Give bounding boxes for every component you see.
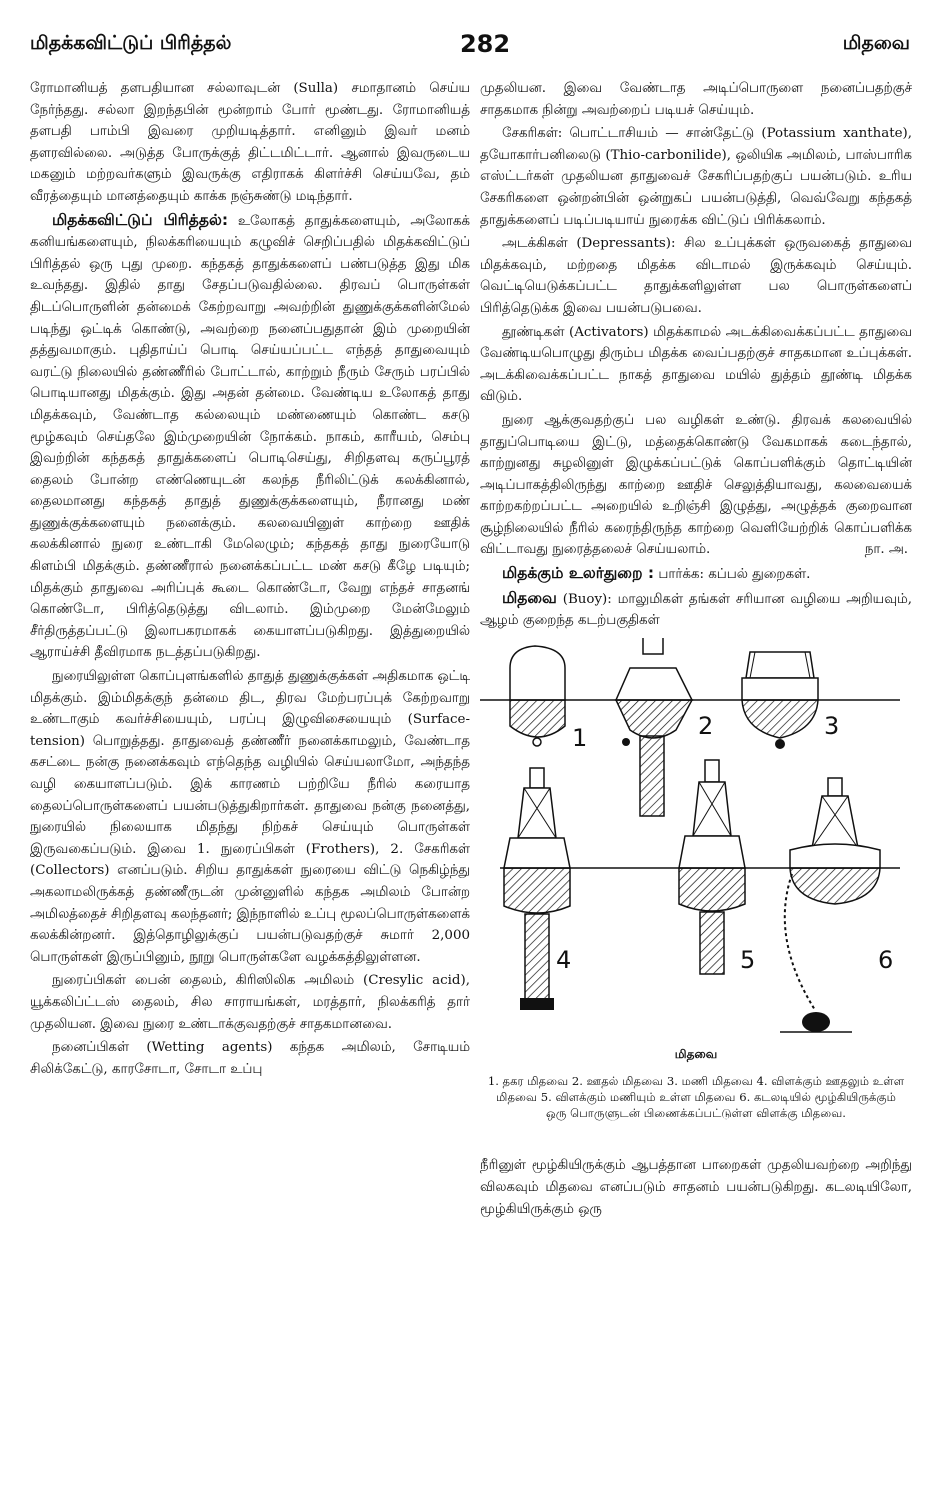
figure-title: மிதவை xyxy=(674,1046,718,1061)
figure-label-3: 3 xyxy=(824,711,840,740)
paragraph-froth: நுரையிலுள்ள கொப்புளங்களில் தாதுத் துணுக்குக்கள் அதிகமாக ஒட்டி மிதக்கும். இம்மிதக்குந் தன்மை திட, திரவ மேற்பரப்புக் கேற்றவாறு உண்டாகும் கவர்ச்சியையும், பரப்பு இழுவிசையையும் (Surface-tension) பொறுத்தது. தாதுவைத் தண்ணீர் நனைக்காமலும், வேண்டாத கசட்டை நன்கு நனைக்கவும் எந்தெந்த வழியில் செய்யலாமோ, அந்தந்த வழி கையாளப்படும். இக் காரணம் பற்றியே நீரில் கரையாத தைலப்பொருள்களைப் பயன்படுத்துகிறார்கள். தாதுவை நன்கு நனைத்து, நுரையில் நிலையாக மிதந்து நிற்கச் செய்யும் பொருள்கள் இருவகைப்படும். இவை 1. நுரைப்பிகள் (Frothers), 2. சேகரிகள் (Collectors) எனப்படும். சிறிய தாதுக்கள் நுரையை விட்டு நெகிழ்ந்து அகலாமலிருக்கத் தண்ணீருடன் முன்னுளில் கந்தக அமிலம் போன்ற அமிலத்தைச் சிறிதளவு கலந்தனர்; இந்நாளில் உப்பு மூலப்பொருள்களைக் கலக்கின்றனர். இத்தொழிலுக்குப் பயன்படுவதற்குச் சுமார் 2,000 பொருள்கள் இருப்பினும், நூறு பொருள்களே வழக்கத்திலுள்ளன. xyxy=(30,669,470,965)
right-column xyxy=(480,78,912,1468)
author-signature: நா. அ. xyxy=(864,542,908,558)
entry-english-buoy: (Buoy) xyxy=(556,591,608,607)
bell-buoy-drawing xyxy=(742,652,818,749)
running-head-right: மிதவை xyxy=(842,32,910,54)
can-buoy-drawing xyxy=(510,646,565,746)
figure-label-5: 5 xyxy=(740,945,756,974)
running-head-left: மிதக்கவிட்டுப் பிரித்தல் xyxy=(30,32,232,54)
entry-floating-dock xyxy=(480,563,912,586)
paragraph-collectors: சேகரிகள்: பொட்டாசியம் — சான்தேட்டு (Potassium xanthate), தயோகார்பனிலைடு (Thio-carbonilide), ஒலியிக அமிலம், பாஸ்பாரிக எஸ்ட்டர்கள் முதலியன தாதுவைச் சேகரிப்பதற்குப் பயன்படும். உரிய சேகரிகளை ஒன்றன்பின் ஒன்றுகப் பயன்படுத்தி, வெவ்வேறு கந்தகத் தாதுக்களைப் படிப்படியாய் நுரைக்க விட்டுப் பிரிக்கலாம். xyxy=(480,126,912,228)
page-header xyxy=(30,30,910,70)
paragraph-continuation: முதலியன. இவை வேண்டாத அடிப்பொருளை நனைப்பதற்குச் சாதகமாக நின்று அவற்றைப் படியச் செய்யும். xyxy=(480,81,912,118)
entry-flotation xyxy=(30,210,470,664)
entry-text-floating-dock: பார்க்க: கப்பல் துறைகள். xyxy=(654,567,811,583)
paragraph-wetting-agents: நனைப்பிகள் (Wetting agents) கந்தக அமிலம், சோடியம் சிலிக்கேட்டு, காரசோடா, சோடா உப்பு xyxy=(30,1040,470,1077)
entry-heading-flotation: மிதக்கவிட்டுப் பிரித்தல்: xyxy=(52,210,229,229)
paragraph-froth-methods xyxy=(480,410,912,561)
froth-methods-text: நுரை ஆக்குவதற்குப் பல வழிகள் உண்டு. திரவக் கலவையில் தாதுப்பொடியை இட்டு, மத்தைக்கொண்டு வேகமாகக் கடைந்தால், காற்றுனது சுழலினுள் இழுக்கப்பட்டுக் கொப்பளிக்கும் தொட்டியின் அடிப்பாகத்திலிருந்து காற்றை ஊதிச் செலுத்தியாவது, கலவையைக் காற்றகற்றப்பட்ட அறையில் உறிஞ்சி இழுத்து, அழுத்தக் குறைவான சூழ்நிலையில் நீரில் கரைந்திருந்த காற்றை வெளியேற்றிக் கொப்பளிக்க விட்டாவது நுரைத்தலைச் செய்யலாம். xyxy=(480,412,912,558)
light-bell-buoy-drawing xyxy=(679,760,745,974)
left-column xyxy=(30,78,470,1468)
buoy-figure xyxy=(480,638,912,1038)
figure-label-2: 2 xyxy=(698,711,714,740)
page-number: 282 xyxy=(459,30,511,58)
figure-label-6: 6 xyxy=(878,945,894,974)
paragraph-frothers: நுரைப்பிகள் பைன் தைலம், கிரிஸிலிக அமிலம் (Cresylic acid), யூக்கலிப்ட்டஸ் தைலம், சில சாராயங்கள், மரத்தார், நிலக்கரித் தார் முதலியன. இவை நுரை உண்டாக்குவதற்குச் சாதகமானவை. xyxy=(30,973,470,1032)
paragraph-depressants: அடக்கிகள் (Depressants): சில உப்புக்கள் ஒருவகைத் தாதுவை மிதக்கவும், மற்றதை மிதக்க விடாமல் இருக்கவும் செய்யும். வெட்டியெடுக்கப்பட்ட தாதுக்களிலுள்ள பல பொருள்களைப் பிரித்தெடுக்க இவை பயன்படுபவை. xyxy=(480,236,912,316)
entry-text-flotation: உலோகத் தாதுக்களையும், அலோகக் கனியங்களையும், நிலக்கரியையும் கழுவிச் செறிப்பதில் மிதக்கவிட்டுப் பிரித்தல் ஒரு புது முறை. கந்தகத் தாதுக்களைப் பண்படுத்த இது மிக உவந்தது. இதில் தாது சேதப்படுவதில்லை. திரவப் பொருள்கள் திடப்பொருளின் தன்மைக் கேற்றவாறு அவற்றின் துணுக்குக்களின்மேல் படிந்து ஒட்டிக் கொண்டு, அவற்றை நனைப்பதுதான் இம் முறையின் தத்துவமாகும். புதிதாய்ப் பொடி செய்யப்பட்ட எந்தத் தாதுவையும் வரட்டு நிலையில் தண்ணீரில் போட்டால், காற்றும் நீரும் சேரும் பரப்பில் பொடியானது மிதக்கும். இது அதன் தன்மை. வேண்டிய உலோகத் தாது மிதக்கவும், வேண்டாத கல்லையும் மண்ணையும் கொண்ட கசடு மூழ்கவும் செய்தலே இம்முறையின் நோக்கம். நாகம், காரீயம், செம்பு இவற்றின் கந்தகத் தாதுக்களைப் பொடிசெய்து, சிறிதளவு கருப்பூரத் தைலம் போன்ற எண்ணெயுடன் கலந்த நீரிலிட்டுக் கலக்கினால், தைலமானது கந்தகத் தாதுத் துணுக்குக்களையும், நீரானது மண் துணுக்குக்களையும் நனைக்கும். கலவையினுள் காற்றை ஊதிக் கலக்கினால் நுரை உண்டாகி மேலெழும்; கந்தகத் தாது நுரையோடு கிளம்பி மிதக்கும். தண்ணீரால் நனைக்கப்பட்ட மண் கசடு கீழே படியும்; மிதக்கும் தாதுவை அரிப்புக் கூடை கொண்டோ, வேறு எந்தச் சாதனங் கொண்டோ, பிரித்தெடுத்து விடலாம். இம்முறை மேன்மேலும் சீர்திருத்தப்பட்டு இலாபகரமாகக் கையாளப்படுகிறது. இத்துறையில் ஆராய்ச்சி தீவிரமாக நடத்தப்படுகிறது. xyxy=(30,213,470,661)
paragraph-buoy-continued: நீரினுள் மூழ்கியிருக்கும் ஆபத்தான பாறைகள் முதலியவற்றை அறிந்து விலகவும் மிதவை எனப்படும் சாதனம் பயன்படுகிறது. கடலடியிலோ, மூழ்கியிருக்கும் ஒரு xyxy=(480,1158,912,1217)
entry-text-buoy: : மாலுமிகள் தங்கள் சரியான வழியை அறியவும், ஆழம் குறைந்த கடற்பகுதிகள் xyxy=(480,591,912,629)
entry-buoy xyxy=(480,588,912,632)
entry-heading-floating-dock: மிதக்கும் உலர்துறை : xyxy=(502,564,655,583)
paragraph-activators: தூண்டிகள் (Activators) மிதக்காமல் அடக்கிவைக்கப்பட்ட தாதுவை வேண்டியபொழுது திரும்ப மிதக்க வைப்பதற்குச் சாதகமான உப்புக்கள். அடக்கிவைக்கப்பட்ட நாகத் தாதுவை மயில் துத்தம் தூண்டி மிதக்க விடும். xyxy=(480,324,912,405)
whistle-buoy-drawing xyxy=(616,638,692,816)
buoy-illustration xyxy=(480,638,912,1038)
figure-label-4: 4 xyxy=(556,945,572,974)
figure-caption: 1. தகர மிதவை 2. ஊதல் மிதவை 3. மணி மிதவை 4. விளக்கும் ஊதலும் உள்ள மிதவை 5. விளக்கும் மணியும் உள்ள மிதவை 6. கடலடியில் மூழ்கியிருக்கும் ஒரு பொருளுடன் பிணைக்கப்பட்டுள்ள விளக்கு மிதவை. xyxy=(487,1074,905,1121)
figure-label-1: 1 xyxy=(572,723,588,752)
paragraph-sulla: ரோமானியத் தளபதியான சல்லாவுடன் (Sulla) சமாதானம் செய்ய நேர்ந்தது. சல்லா இறந்தபின் மூன்றாம் போர் மூண்டது. ரோமானியத் தளபதி பாம்பி இவரை முறியடித்தார். எனினும் இவர் மனம் தளரவில்லை. அடுத்த போருக்குத் திட்டமிட்டார். ஆனால் இவருடைய மகனும் மற்றவர்களும் இவருக்கு எதிராகக் கிளர்ச்சி செய்யவே, தம் வீரத்தையும் மானத்தையும் காக்க நஞ்சுண்டு மடிந்தார். xyxy=(30,81,470,204)
moored-light-buoy-drawing xyxy=(780,778,880,1032)
entry-heading-buoy: மிதவை xyxy=(502,588,557,607)
